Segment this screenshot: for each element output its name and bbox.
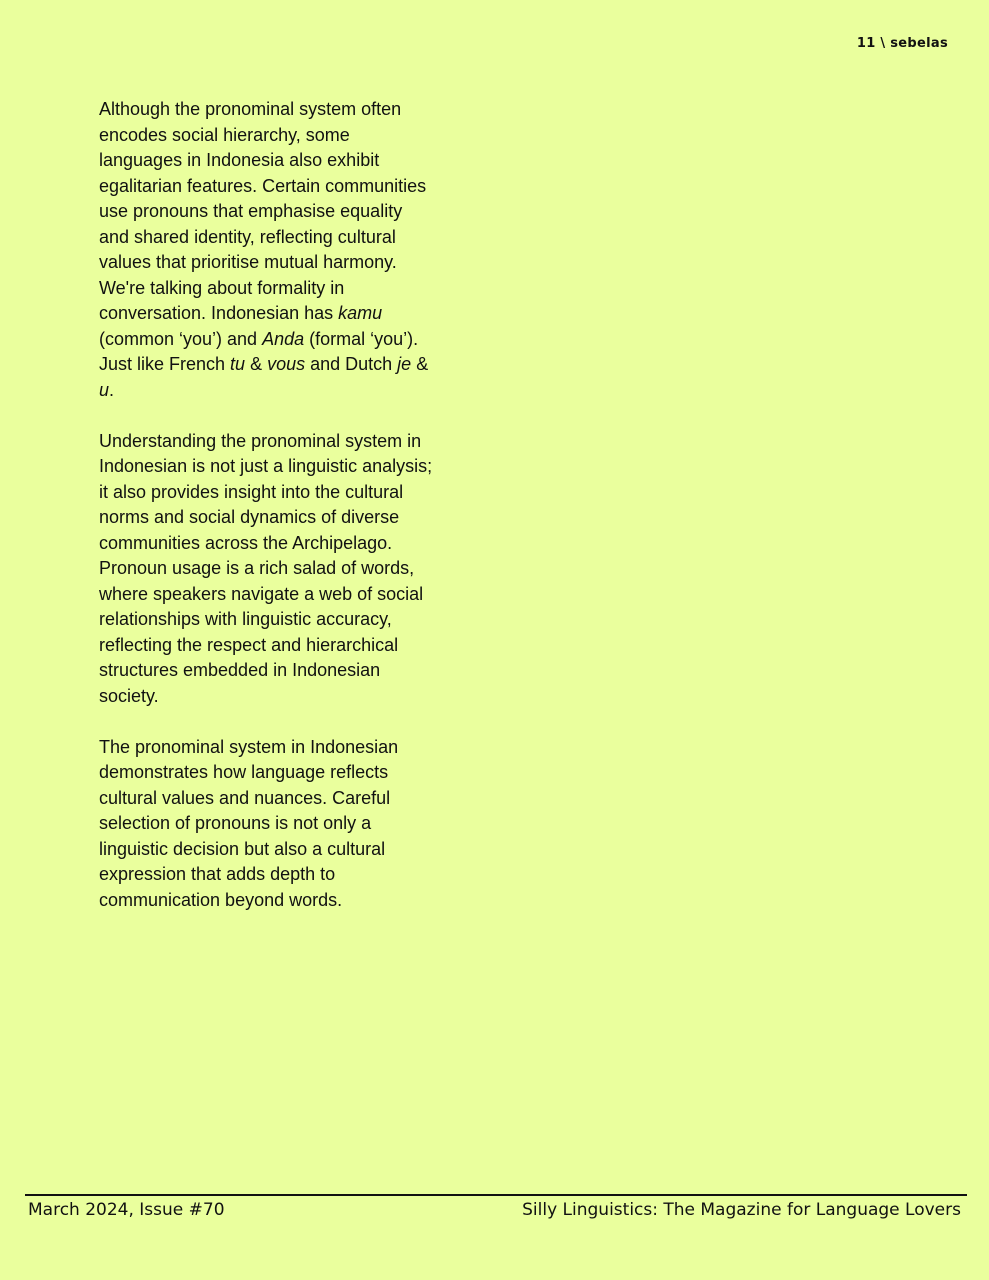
footer-issue: March 2024, Issue #70 (28, 1200, 225, 1220)
footer-divider (25, 1194, 967, 1196)
paragraph-text: Although the pronominal system often encodes social hierarchy, some languages in Indonesia also exhibit egalitarian features. Certain communities use pronouns that emphasise equality and shared identity, reflecting cultural values that prioritise mutual harmony. We're talking about formality in conversation. Indonesian has (99, 99, 427, 323)
term-tu: tu (230, 354, 246, 374)
term-u: u (99, 379, 110, 400)
term-vous: vous (267, 354, 306, 374)
paragraph-text: and Dutch (305, 354, 398, 374)
term-anda: Anda (262, 328, 305, 349)
paragraph-text: (formal ‘you’). Just like French (99, 328, 419, 374)
paragraph-text: (common ‘you’) and (99, 328, 263, 349)
paragraph-text: . (109, 379, 115, 400)
page-number: 11 \ sebelas (856, 36, 948, 51)
paragraph-understanding: Understanding the pronominal system in Indonesian is not just a linguistic analysis; it also provides insight into the cultural norms and social dynamics of diverse communities across the Archipelago. Pronoun usage is a rich salad of words, where speakers navigate a web of social relationships with linguistic accuracy, reflecting the respect and hierarchical structures embedded in Indonesian society. (99, 430, 433, 706)
paragraph-text: & (245, 354, 268, 374)
paragraph-text: & (411, 354, 429, 374)
term-je: je (397, 354, 412, 374)
article-body (99, 97, 437, 913)
paragraph-egalitarian (99, 97, 437, 403)
paragraph-conclusion: The pronominal system in Indonesian demonstrates how language reflects cultural values and nuances. Careful selection of pronouns is not only a linguistic decision but also a cultural expression that adds depth to communication beyond words. (99, 736, 399, 910)
term-kamu: kamu (338, 303, 383, 323)
footer-magazine-title: Silly Linguistics: The Magazine for Language Lovers (522, 1200, 961, 1220)
